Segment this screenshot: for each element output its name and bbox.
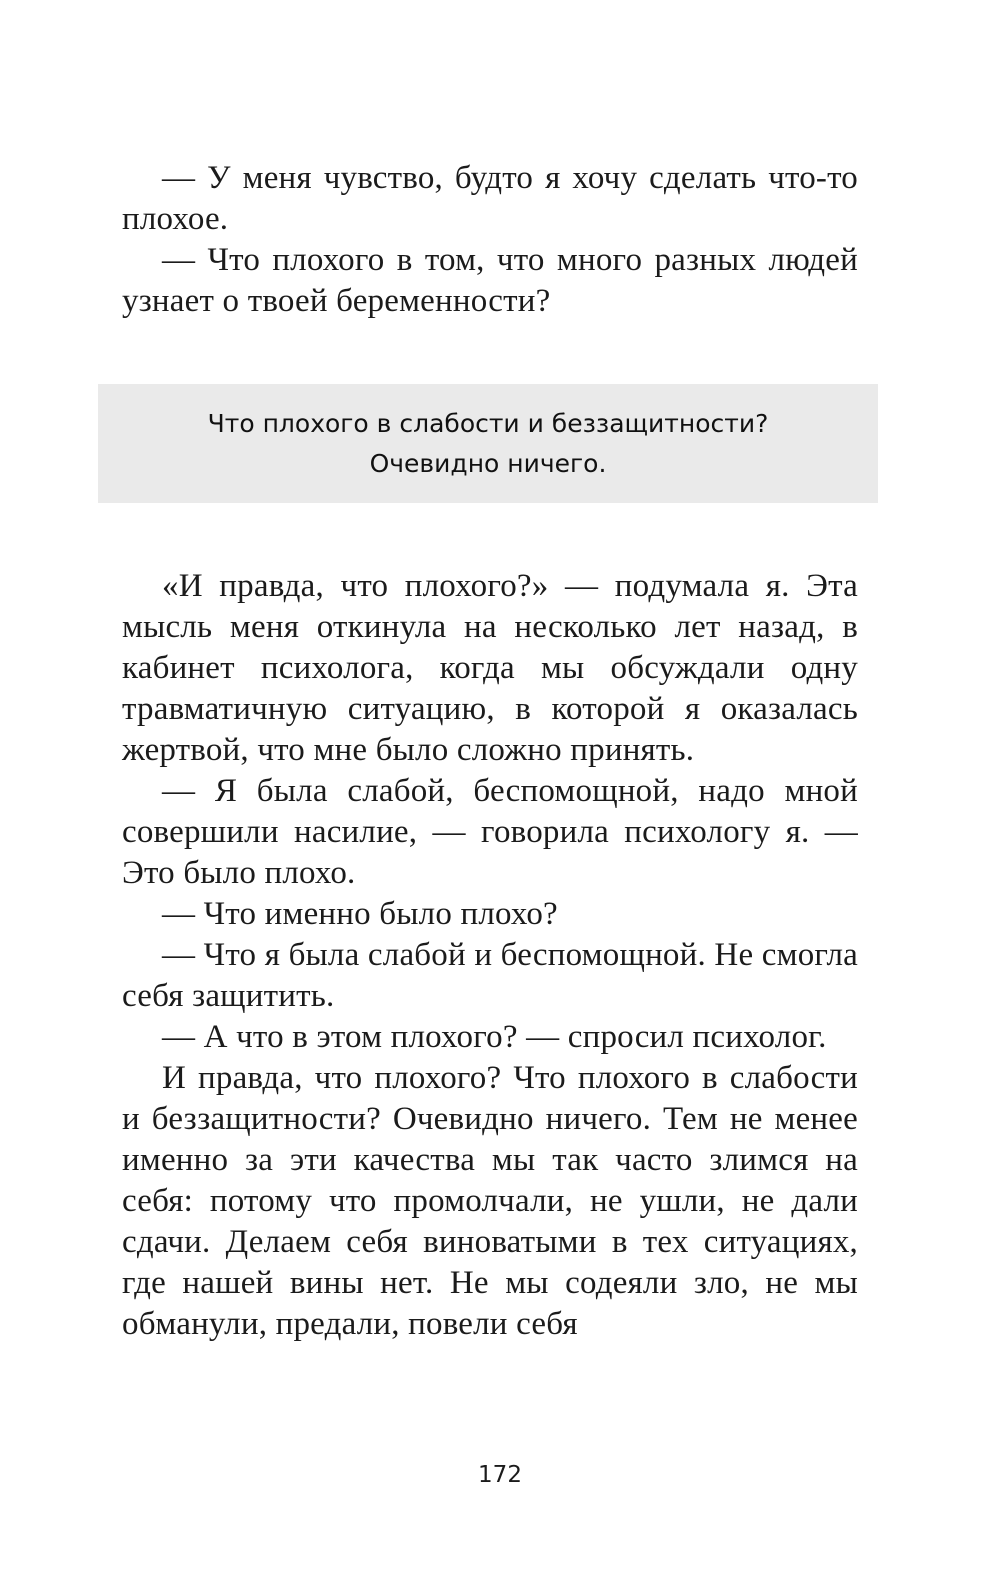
top-dialogue	[122, 158, 858, 322]
paragraph: — Что плохого в том, что много разных людей узнает о твоей беременности?	[122, 242, 858, 319]
paragraph: — А что в этом плохого? — спросил психолог.	[162, 1019, 827, 1055]
pull-quote-line: Очевидно ничего.	[369, 449, 607, 478]
paragraph: «И правда, что плохого?» — подумала я. Эта мысль меня откинула на несколько лет назад, в кабинет психолога, когда мы обсуждали одну травматичную ситуацию, в которой я оказалась жертвой, что мне было сложно принять.	[122, 568, 858, 768]
paragraph: — Я была слабой, беспомощной, надо мной совершили насилие, — говорила психологу я. — Это было плохо.	[122, 773, 858, 891]
page-number: 172	[478, 1462, 522, 1488]
pull-quote-line: Что плохого в слабости и беззащитности?	[207, 409, 769, 438]
paragraph: — У меня чувство, будто я хочу сделать что-то плохое.	[122, 160, 858, 237]
main-text	[122, 566, 858, 1345]
paragraph: И правда, что плохого? Что плохого в слабости и беззащитности? Очевидно ничего. Тем не менее именно за эти качества мы так часто злимся на себя: потому что промолчали, не ушли, не дали сдачи. Делаем себя виноватыми в тех ситуациях, где нашей вины нет. Не мы содеяли зло, не мы обманули, предали, повели себя	[122, 1060, 858, 1342]
paragraph: — Что я была слабой и беспомощной. Не смогла себя защитить.	[122, 937, 858, 1014]
paragraph: — Что именно было плохо?	[162, 896, 558, 932]
pull-quote	[98, 384, 878, 503]
